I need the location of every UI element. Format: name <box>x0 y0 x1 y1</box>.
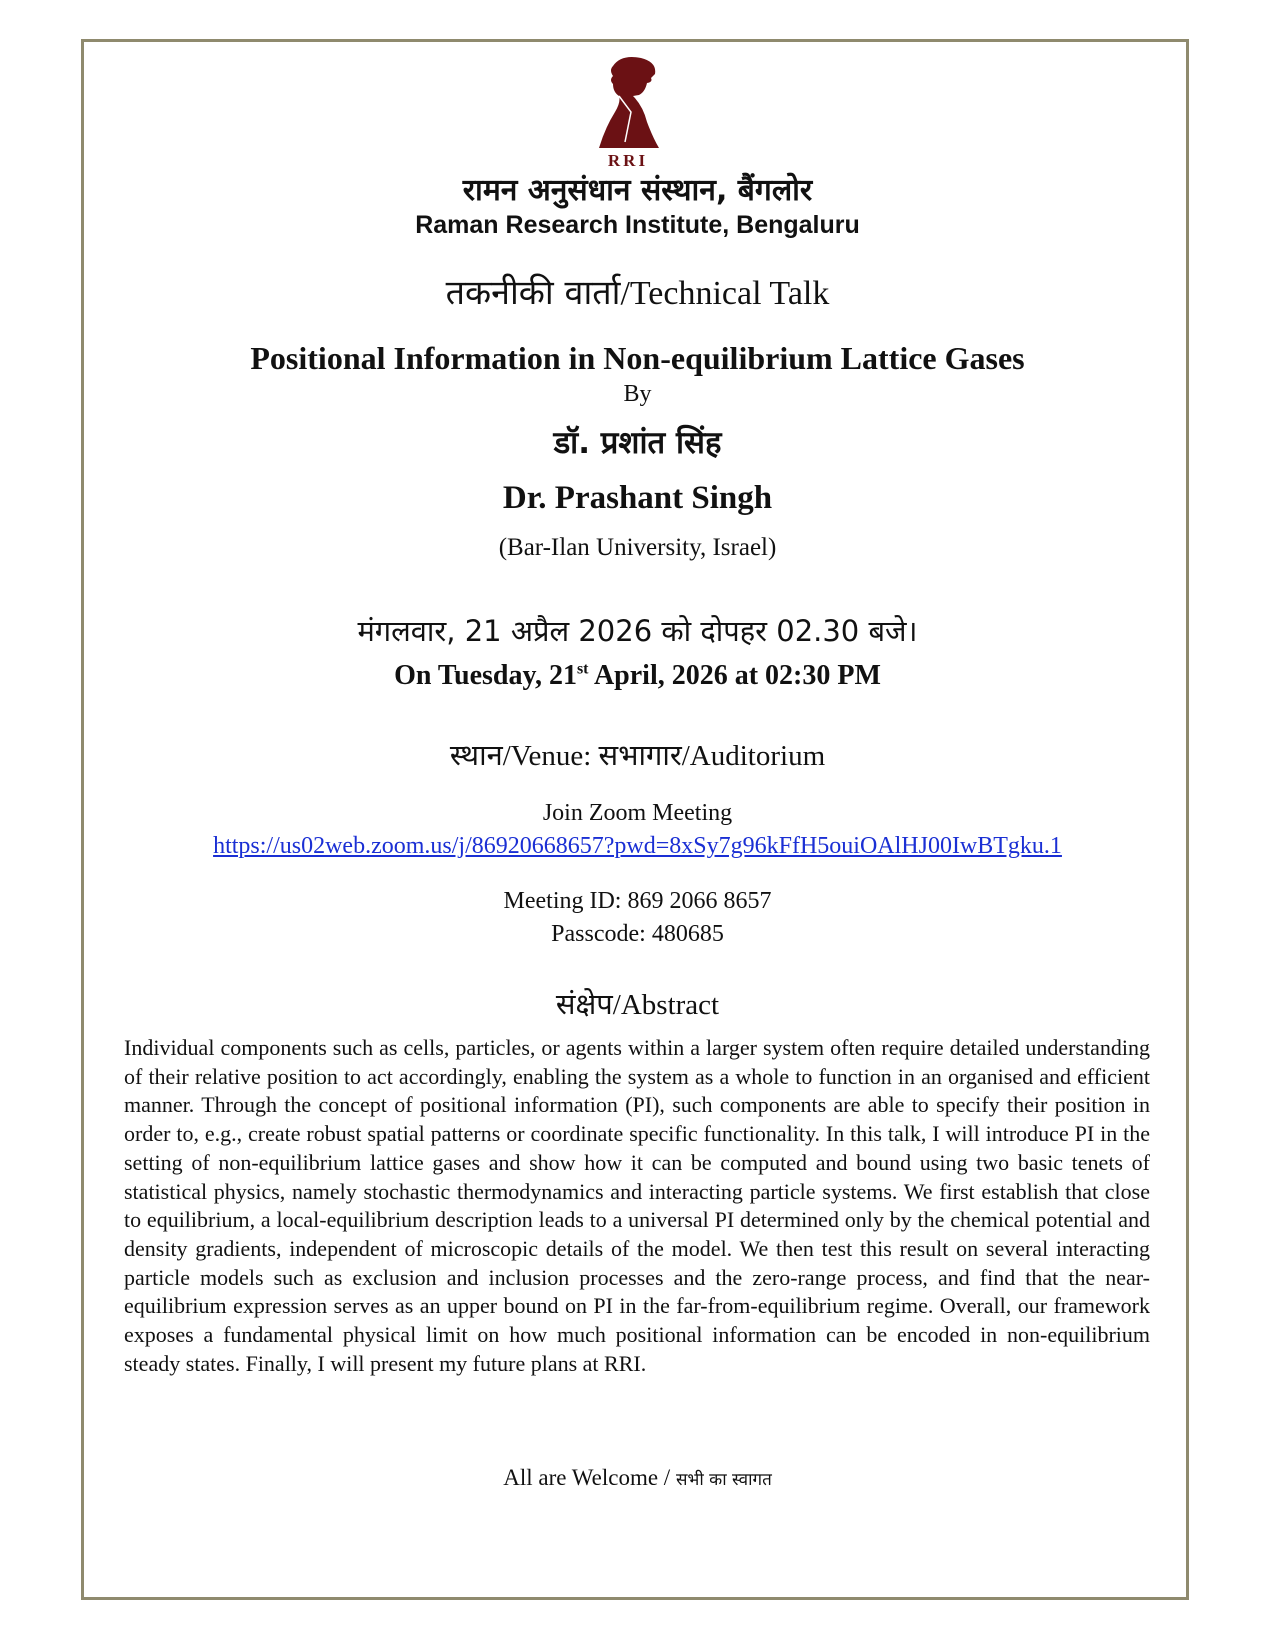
talk-type-hindi: तकनीकी वार्ता <box>445 273 621 313</box>
schedule-ordinal: st <box>576 660 589 678</box>
schedule-hindi: मंगलवार, 21 अप्रैल 2026 को दोपहर 02.30 बजे। <box>357 614 918 648</box>
speaker-name-hindi: डॉ. प्रशांत सिंह <box>553 425 722 461</box>
speaker-name-english: Dr. Prashant Singh <box>502 480 773 516</box>
schedule-english <box>0 660 1275 692</box>
venue-label-hindi: स्थान <box>449 738 503 772</box>
institute-name-hindi: रामन अनुसंधान संस्थान, बैंगलोर <box>462 173 813 208</box>
speaker-affiliation: (Bar-Ilan University, Israel) <box>498 534 777 561</box>
venue-place-english: /Auditorium <box>681 740 826 772</box>
rri-logo <box>583 52 673 170</box>
abstract-heading-english: /Abstract <box>612 989 720 1021</box>
talk-type-english: /Technical Talk <box>620 275 830 312</box>
venue <box>0 735 1275 774</box>
welcome-hindi: सभी का स्वागत <box>675 1470 772 1490</box>
talk-type <box>0 268 1275 314</box>
venue-label-english: /Venue: <box>502 740 599 772</box>
schedule-date-prefix: On Tuesday, 21 <box>394 660 577 691</box>
meeting-id: Meeting ID: 869 2066 8657 <box>503 888 772 914</box>
logo-text: RRI <box>607 151 649 170</box>
by-label: By <box>623 381 652 407</box>
welcome-english: All are Welcome / <box>503 1465 676 1490</box>
schedule-date-suffix: April, 2026 at 02:30 PM <box>588 660 881 691</box>
welcome-note <box>0 1465 1275 1491</box>
zoom-link[interactable]: https://us02web.zoom.us/j/86920668657?pwd=8xSy7g96kFfH5ouiOAlHJ00IwBTgku.1 <box>213 833 1062 859</box>
abstract-text: Individual components such as cells, particles, or agents within a larger system often require detailed understanding of their relative position to act accordingly, enabling the system as a whole to function in an organised and efficient manner. Through the concept of positional information (PI), such components are able to specify their position in order to, e.g., create robust spatial patterns or coordinate specific functionality. In this talk, I will introduce PI in the setting of non-equilibrium lattice gases and show how it can be computed and bound using two basic tenets of statistical physics, namely stochastic thermodynamics and interacting particle systems. We first establish that close to equilibrium, a local-equilibrium description leads to a universal PI determined only by the chemical potential and density gradients, independent of microscopic details of the model. We then test this result on several interacting particle models such as exclusion and inclusion processes and the zero-range process, and find that the near-equilibrium expression serves as an upper bound on PI in the far-from-equilibrium regime. Overall, our framework exposes a fundamental physical limit on how much positional information can be encoded in non-equilibrium steady states. Finally, I will present my future plans at RRI. <box>124 1035 1150 1376</box>
venue-place-hindi: सभागार <box>598 738 682 772</box>
abstract-heading <box>0 984 1275 1023</box>
talk-title: Positional Information in Non-equilibrium Lattice Gases <box>250 340 1025 376</box>
institute-name-english: Raman Research Institute, Bengaluru <box>415 211 860 239</box>
passcode: Passcode: 480685 <box>551 921 724 947</box>
abstract-heading-hindi: संक्षेप <box>555 987 613 1021</box>
zoom-heading: Join Zoom Meeting <box>542 800 733 826</box>
